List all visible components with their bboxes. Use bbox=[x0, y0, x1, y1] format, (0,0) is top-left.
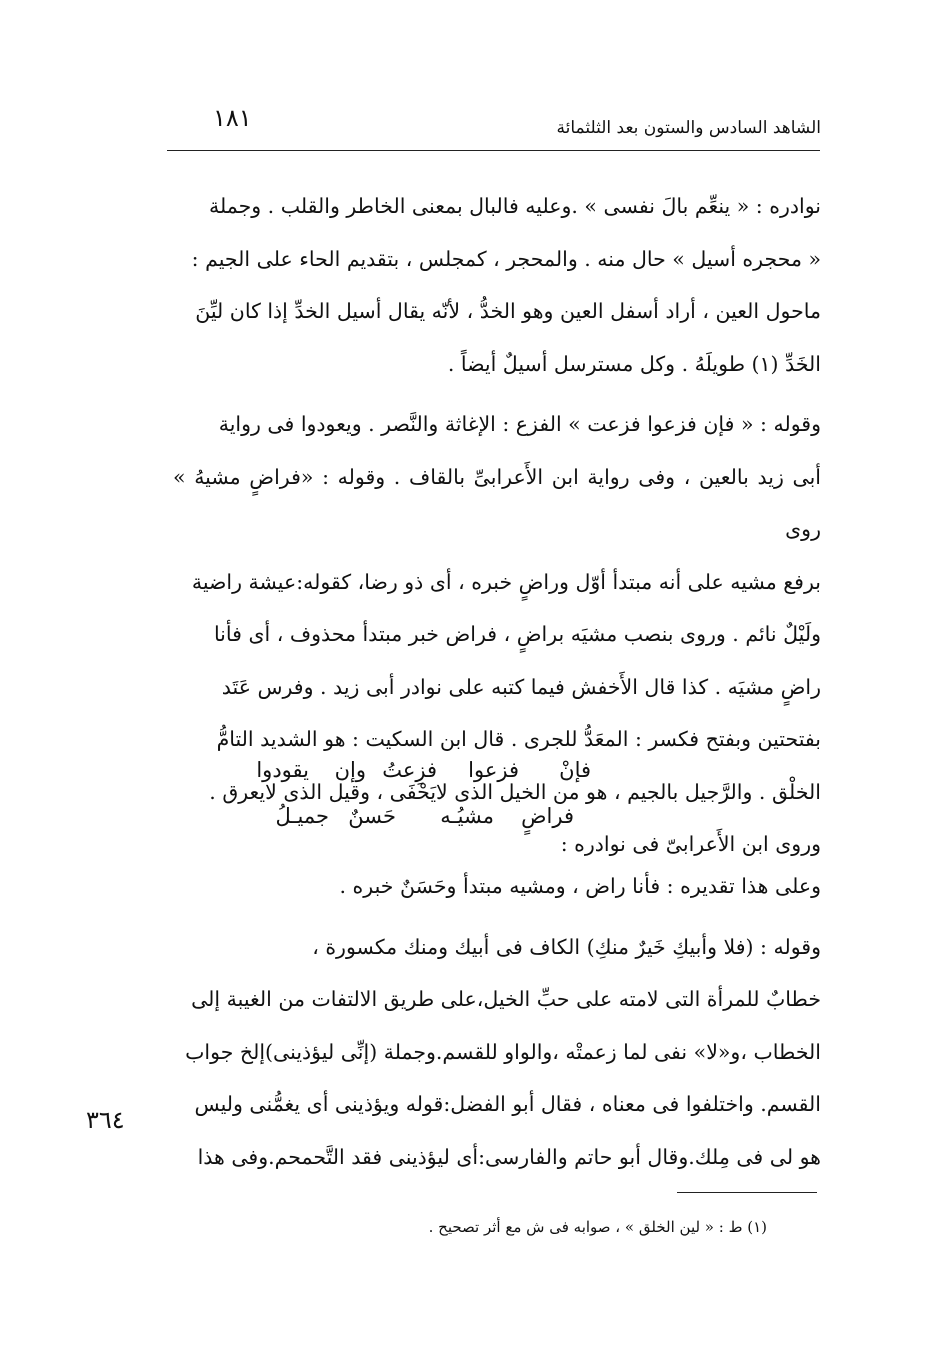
verse-word: وإن bbox=[334, 758, 366, 782]
text-line: ماحول العين ، أراد أسفل العين وهو الخدُّ ، لأنّه يقال أسيل الخدِّ إذا كان ليِّنَ bbox=[195, 299, 821, 323]
text-line: « محجره أسيل » حال منه . والمحجر ، كمجلس ، بتقديم الحاء على الجيم : bbox=[191, 246, 821, 271]
verse-word: يقودوا bbox=[256, 758, 309, 782]
text-line: وعلى هذا تقديره : فأنا راض ، ومشيه مبتدأ وحَسَنٌ خبره . bbox=[339, 874, 821, 898]
margin-page-number: ٣٦٤ bbox=[86, 1106, 125, 1134]
page-number: ١٨١ bbox=[213, 104, 252, 132]
verse-word: جميـلُ bbox=[275, 804, 329, 828]
text-line: خطابٌ للمرأة التى لامته على حبِّ الخيل،على طريق الالتفات من الغيبة إلى bbox=[191, 987, 821, 1011]
text-line: نوادره : « ينعِّم بالَ نفسى » .وعليه فالبال بمعنى الخاطر والقلب . وجملة bbox=[208, 194, 821, 218]
footnote: (١) ط : « لين الخلق » ، صوابه فى ش مع أثر تصحيح . bbox=[428, 1218, 767, 1236]
verse-word: فزعوا bbox=[468, 758, 519, 782]
text-line: وقوله : « فإن فزعوا فزعت » الفزع : الإغاثة والنَّصر . ويعودوا فى رواية bbox=[218, 412, 821, 436]
text-line: القسم. واختلفوا فى معناه ، فقال أبو الفضل:قوله ويؤذينى أى يغمُّنى وليس bbox=[194, 1092, 821, 1116]
text-line: بفتحتين وبفتح فكسر : المعَدُّ للجرى . قال ابن السكيت : هو الشديد التامُّ bbox=[216, 727, 821, 751]
text-line: أبى زيد بالعين ، وفى رواية ابن الأَعرابىِّ بالقاف . وقوله : «فراضٍ مشيهُ » روى bbox=[173, 464, 821, 541]
footnote-rule bbox=[677, 1192, 817, 1193]
text-line: الخَدِّ (١) طويلَهُ . وكل مسترسل أسيلٌ أيضاً . bbox=[447, 351, 821, 376]
main-text-continued bbox=[173, 860, 821, 1183]
verse-word: فإنْ bbox=[559, 758, 591, 782]
text-line: وقوله : (فلا وأبيكِ خَيرٌ منكِ) الكاف فى أبيك ومنك مكسورة ، bbox=[312, 934, 821, 959]
verse-word: حَسنٌ bbox=[348, 804, 396, 828]
running-header: الشاهد السادس والستون بعد الثلثمائة bbox=[556, 118, 821, 138]
text-line: وروى ابن الأَعرابىّ فى نوادره : bbox=[560, 832, 821, 856]
header-rule bbox=[167, 150, 820, 151]
text-line: الخطاب ،و«لا» نفى لما زعمتْه ،والواو للقسم.وجملة (إنِّى ليؤذينى)إلخ جواب bbox=[185, 1039, 821, 1064]
text-line: الخلْق . والرَّجيل بالجيم ، هو من الخيل الذى لايَحْفَى ، وقيل الذى لايعرق . bbox=[209, 779, 821, 804]
verse-word: فزِعتُ bbox=[382, 758, 437, 782]
verse-word: مشيُـه bbox=[440, 804, 494, 828]
text-line: ولَيْلٌ نائم . وروى بنصب مشيَه براضٍ ، فراض خبر مبتدأ محذوف ، أى فأنا bbox=[213, 622, 821, 646]
text-line: راضٍ مشيَه . كذا قال الأَخفش فيما كتبه على نوادر أبى زيد . وفرس عَتَد bbox=[221, 674, 821, 699]
text-line: هو لى فى مِلك.وقال أبو حاتم والفارسى:أى ليؤذينى فقد التَّحمحم.وفى هذا bbox=[197, 1144, 821, 1169]
verse-word: فراضٍ bbox=[521, 804, 574, 828]
text-line: برفع مشيه على أنه مبتدأ أوّل وراضٍ خبره ، أى ذو رضا، كقوله:عيشة راضية bbox=[191, 569, 821, 594]
